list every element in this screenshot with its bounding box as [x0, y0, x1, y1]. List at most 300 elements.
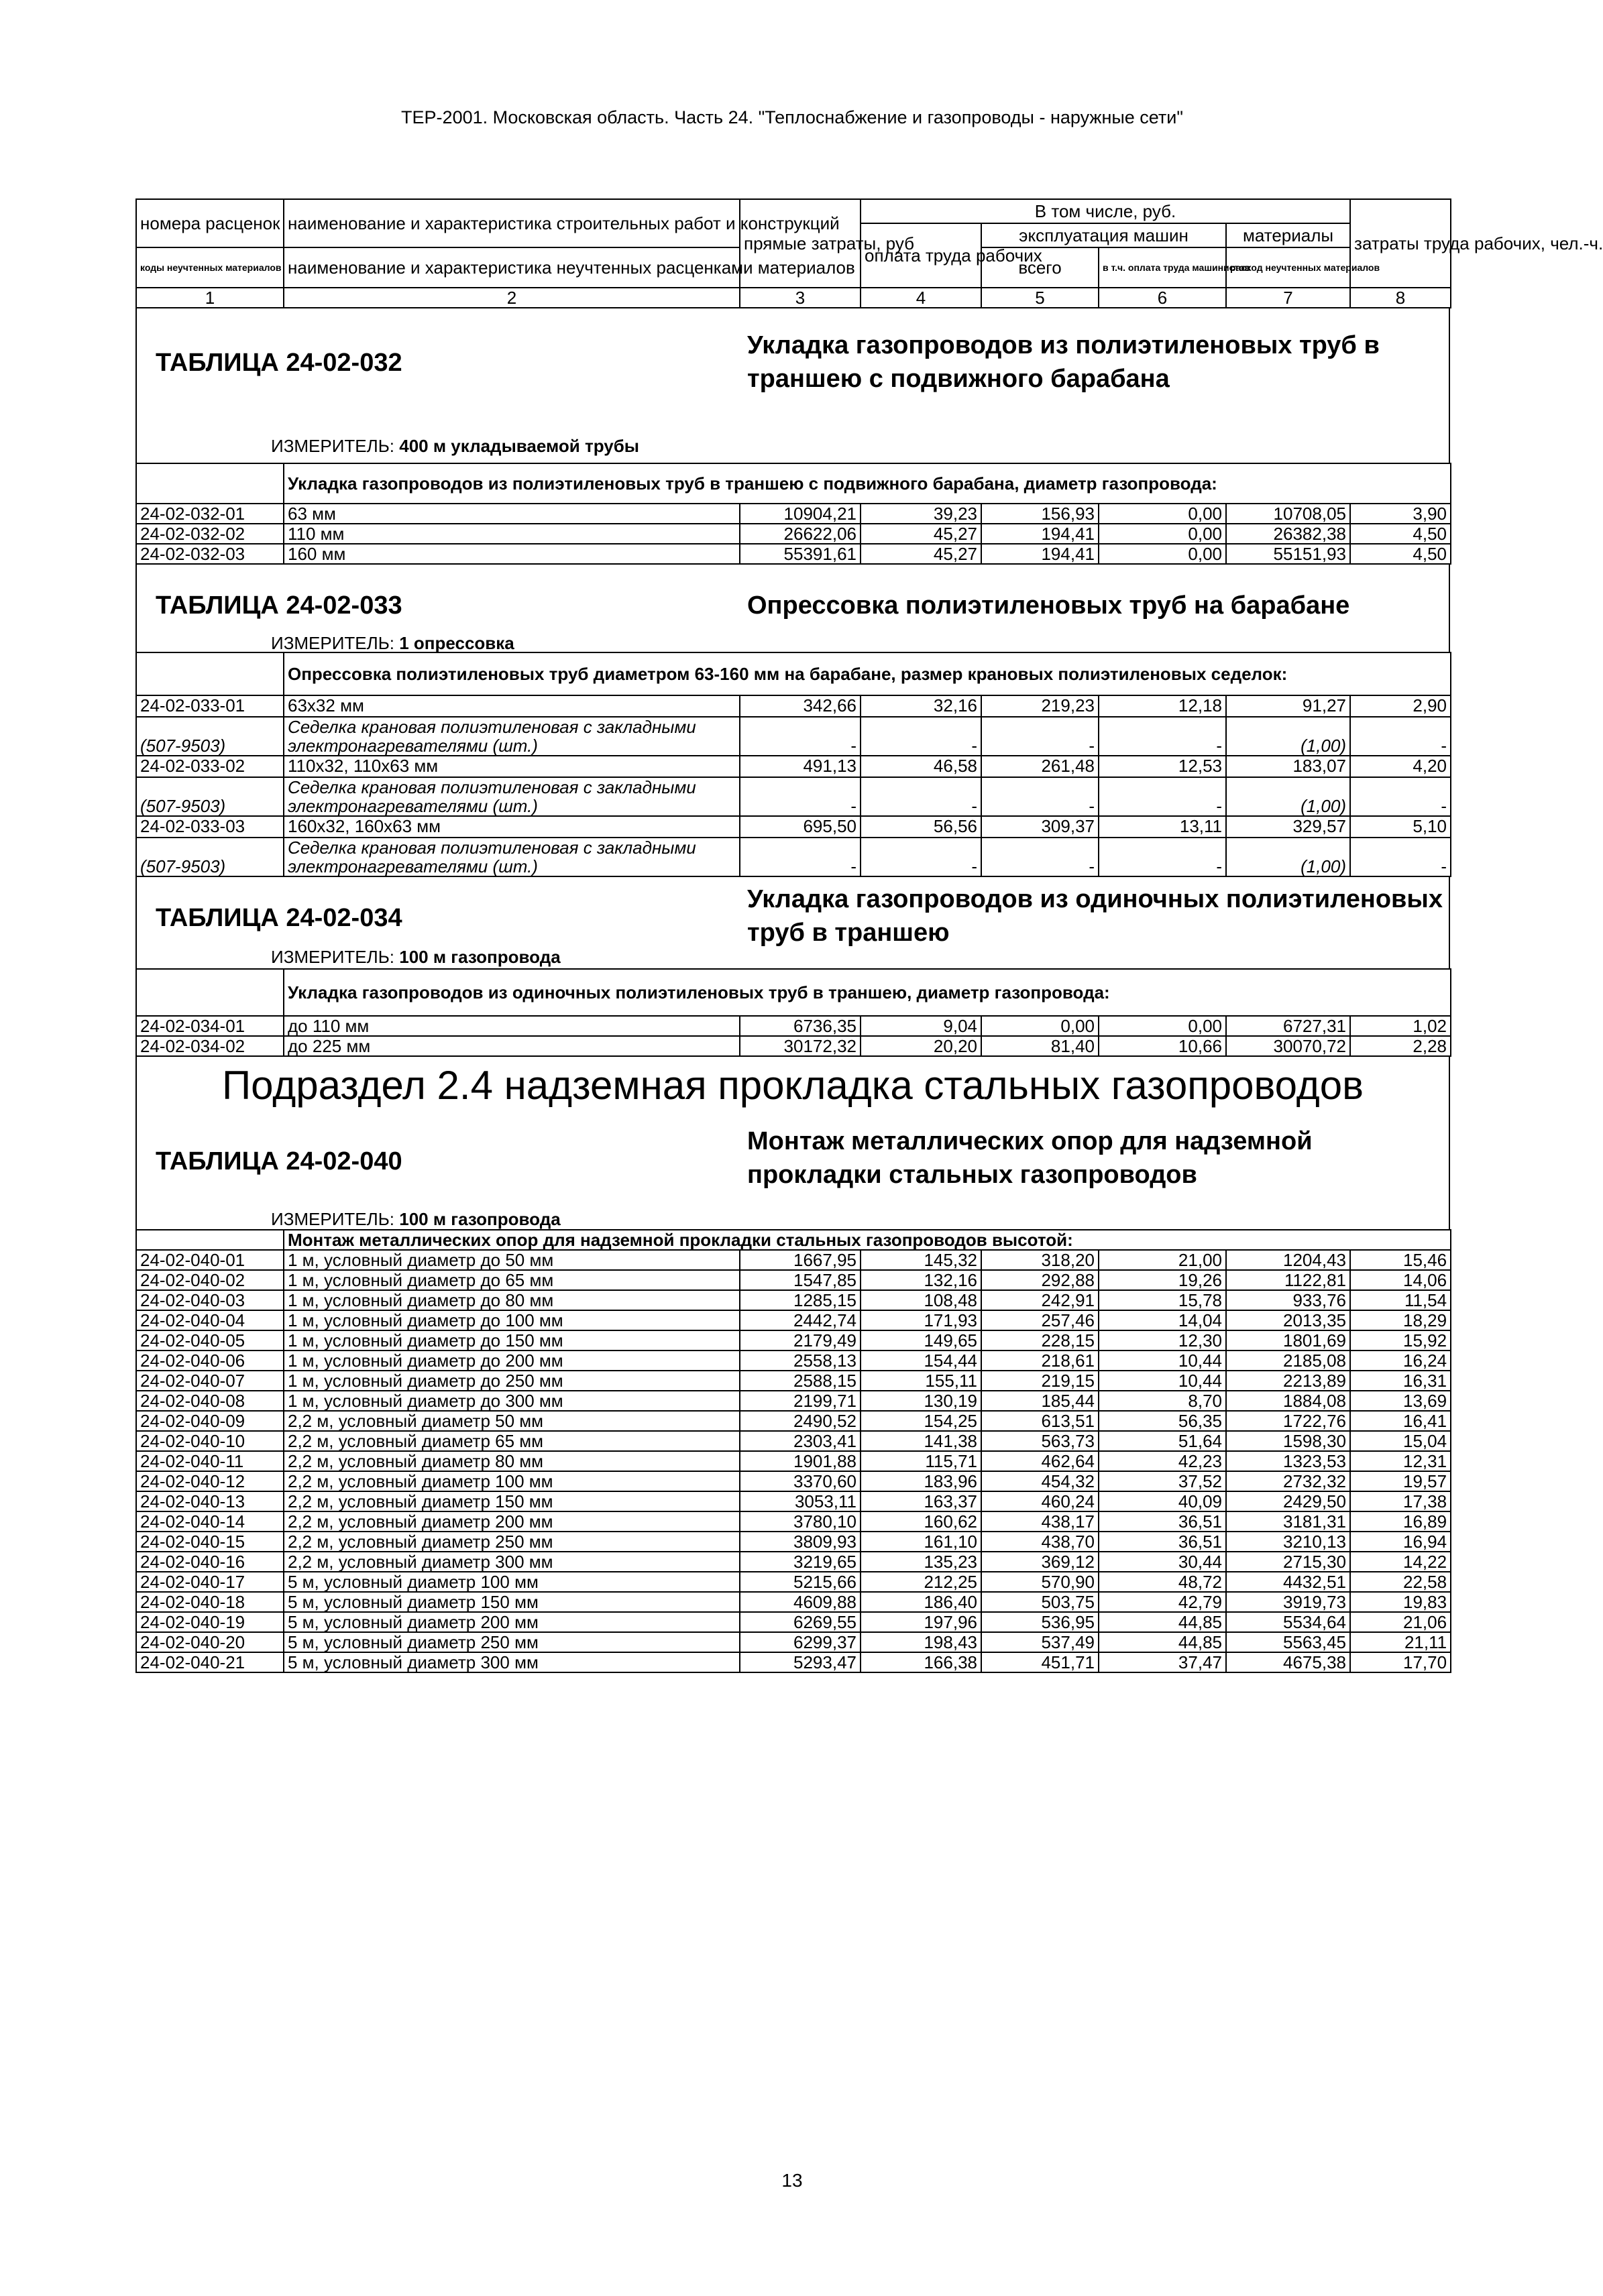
name-cell: 2,2 м, условный диаметр 65 мм: [284, 1431, 740, 1451]
col-1-header: номера расценок: [136, 199, 284, 247]
labor-pay-cell: 197,96: [861, 1612, 981, 1632]
machinist-pay-cell: -: [1099, 777, 1226, 816]
machines-total-cell: -: [981, 838, 1099, 876]
table-row: [136, 1592, 1451, 1612]
table-040-section: [135, 1115, 1450, 1229]
table-032-section: [135, 308, 1450, 463]
machines-total-cell: 503,75: [981, 1592, 1099, 1612]
table-040-description: Монтаж металлических опор для надземной прокладки стальных газопроводов: [747, 1127, 1313, 1189]
materials-cell: 329,57: [1226, 816, 1350, 838]
table-032-description: Укладка газопроводов из полиэтиленовых труб в траншею с подвижного барабана: [747, 331, 1380, 393]
measure-label: ИЗМЕРИТЕЛЬ:: [271, 1209, 394, 1229]
code-cell: 24-02-040-06: [136, 1351, 284, 1371]
code-cell: (507-9503): [136, 717, 284, 756]
page-header: ТЕР-2001. Московская область. Часть 24. "Теплоснабжение и газопроводы - наружные сети": [401, 107, 1183, 127]
table-row: [136, 1036, 1451, 1056]
machinist-pay-cell: 12,30: [1099, 1330, 1226, 1351]
table-row: [136, 1250, 1451, 1270]
labor-hours-cell: 2,28: [1350, 1036, 1451, 1056]
labor-hours-cell: 22,58: [1350, 1572, 1451, 1592]
direct-cost-cell: 1901,88: [740, 1451, 861, 1471]
machines-total-cell: 81,40: [981, 1036, 1099, 1056]
code-cell: 24-02-040-08: [136, 1391, 284, 1411]
table-040-caption: Монтаж металлических опор для надземной прокладки стальных газопроводов высотой:: [284, 1230, 1451, 1250]
materials-cell: 4675,38: [1226, 1652, 1350, 1672]
col-8-header: затраты труда рабочих, чел.-ч.: [1350, 199, 1451, 288]
machinist-pay-cell: 14,04: [1099, 1310, 1226, 1330]
measure-value: 100 м газопровода: [399, 1209, 561, 1229]
table-040-title: ТАБЛИЦА 24-02-040: [156, 1147, 402, 1175]
direct-cost-cell: -: [740, 777, 861, 816]
table-032-measure: [271, 436, 639, 457]
labor-pay-cell: 115,71: [861, 1451, 981, 1471]
materials-cell: 183,07: [1226, 756, 1350, 777]
materials-header: материалы: [1226, 223, 1350, 247]
table-row: [136, 1431, 1451, 1451]
table-row: [136, 524, 1451, 544]
table-034-description: Укладка газопроводов из одиночных полиэтиленовых труб в траншею: [747, 885, 1443, 947]
labor-pay-cell: 46,58: [861, 756, 981, 777]
direct-cost-cell: 1667,95: [740, 1250, 861, 1270]
machines-total-cell: 454,32: [981, 1471, 1099, 1491]
materials-cell: 10708,05: [1226, 504, 1350, 524]
code-cell: 24-02-032-03: [136, 544, 284, 564]
col-num-7: 7: [1226, 288, 1350, 308]
materials-cell: 6727,31: [1226, 1016, 1350, 1036]
labor-hours-cell: 16,41: [1350, 1411, 1451, 1431]
materials-cell: (1,00): [1226, 777, 1350, 816]
materials-cell: 4432,51: [1226, 1572, 1350, 1592]
labor-pay-cell: 166,38: [861, 1652, 981, 1672]
labor-hours-cell: 17,70: [1350, 1652, 1451, 1672]
direct-cost-cell: 5293,47: [740, 1652, 861, 1672]
table-row: [136, 1016, 1451, 1036]
direct-cost-cell: 491,13: [740, 756, 861, 777]
machinist-pay-cell: 37,52: [1099, 1471, 1226, 1491]
table-033-measure: [271, 633, 514, 654]
machinist-pay-cell: 37,47: [1099, 1652, 1226, 1672]
labor-hours-cell: 19,57: [1350, 1471, 1451, 1491]
machines-total-cell: 536,95: [981, 1612, 1099, 1632]
materials-cell: 3181,31: [1226, 1511, 1350, 1532]
labor-hours-cell: 4,20: [1350, 756, 1451, 777]
machines-total-cell: 438,70: [981, 1532, 1099, 1552]
name-cell: до 225 мм: [284, 1036, 740, 1056]
table-row: [136, 1290, 1451, 1310]
code-cell: 24-02-040-11: [136, 1451, 284, 1471]
direct-cost-cell: 3809,93: [740, 1532, 861, 1552]
col-4-header: оплата труда рабочих: [861, 223, 981, 288]
labor-hours-cell: -: [1350, 777, 1451, 816]
table-034-title: ТАБЛИЦА 24-02-034: [156, 904, 402, 932]
name-cell: 1 м, условный диаметр до 150 мм: [284, 1330, 740, 1351]
machines-total-cell: 462,64: [981, 1451, 1099, 1471]
labor-hours-cell: 15,92: [1350, 1330, 1451, 1351]
labor-hours-cell: 18,29: [1350, 1310, 1451, 1330]
column-header-table: [135, 198, 1603, 308]
table-040-measure: [271, 1209, 561, 1230]
table-row: [136, 1572, 1451, 1592]
labor-pay-cell: -: [861, 777, 981, 816]
direct-cost-cell: 6299,37: [740, 1632, 861, 1652]
name-cell: 5 м, условный диаметр 300 мм: [284, 1652, 740, 1672]
machinist-pay-cell: 42,79: [1099, 1592, 1226, 1612]
labor-hours-cell: 21,11: [1350, 1632, 1451, 1652]
labor-pay-cell: 135,23: [861, 1552, 981, 1572]
direct-cost-cell: 2588,15: [740, 1371, 861, 1391]
direct-cost-cell: 3780,10: [740, 1511, 861, 1532]
machinist-pay-cell: 8,70: [1099, 1391, 1226, 1411]
table-row: [136, 1391, 1451, 1411]
labor-hours-cell: -: [1350, 717, 1451, 756]
machines-total-cell: 460,24: [981, 1491, 1099, 1511]
direct-cost-cell: 3370,60: [740, 1471, 861, 1491]
table-row: [136, 1632, 1451, 1652]
materials-cell: 91,27: [1226, 695, 1350, 717]
col-num-8: 8: [1350, 288, 1451, 308]
machines-total-cell: 228,15: [981, 1330, 1099, 1351]
direct-cost-cell: 2303,41: [740, 1431, 861, 1451]
materials-cell: 1722,76: [1226, 1411, 1350, 1431]
labor-pay-cell: 198,43: [861, 1632, 981, 1652]
name-cell: 5 м, условный диаметр 100 мм: [284, 1572, 740, 1592]
machines-total-cell: 219,15: [981, 1371, 1099, 1391]
machinist-pay-cell: 30,44: [1099, 1552, 1226, 1572]
labor-hours-cell: 16,94: [1350, 1532, 1451, 1552]
labor-pay-cell: 160,62: [861, 1511, 981, 1532]
name-cell: 2,2 м, условный диаметр 200 мм: [284, 1511, 740, 1532]
labor-pay-cell: 171,93: [861, 1310, 981, 1330]
materials-cell: 2429,50: [1226, 1491, 1350, 1511]
machines-total-cell: 309,37: [981, 816, 1099, 838]
name-cell: 1 м, условный диаметр до 200 мм: [284, 1351, 740, 1371]
labor-pay-cell: 141,38: [861, 1431, 981, 1451]
labor-hours-cell: 15,46: [1350, 1250, 1451, 1270]
table-row: [136, 1451, 1451, 1471]
table-row: [136, 1310, 1451, 1330]
name-cell: до 110 мм: [284, 1016, 740, 1036]
labor-pay-cell: 161,10: [861, 1532, 981, 1552]
materials-cell: 2013,35: [1226, 1310, 1350, 1330]
labor-pay-cell: 132,16: [861, 1270, 981, 1290]
name-cell: 5 м, условный диаметр 250 мм: [284, 1632, 740, 1652]
table-row: [136, 504, 1451, 524]
code-cell: 24-02-040-16: [136, 1552, 284, 1572]
machines-total-cell: 185,44: [981, 1391, 1099, 1411]
machinist-pay-cell: 36,51: [1099, 1511, 1226, 1532]
labor-hours-cell: 11,54: [1350, 1290, 1451, 1310]
labor-hours-cell: 21,06: [1350, 1612, 1451, 1632]
code-cell: 24-02-040-17: [136, 1572, 284, 1592]
document-body: [135, 198, 1603, 1673]
direct-cost-cell: 6736,35: [740, 1016, 861, 1036]
machinist-pay-cell: 12,18: [1099, 695, 1226, 717]
machines-total-cell: 318,20: [981, 1250, 1099, 1270]
labor-hours-cell: 14,06: [1350, 1270, 1451, 1290]
labor-hours-cell: 12,31: [1350, 1451, 1451, 1471]
table-row: [136, 544, 1451, 564]
code-cell: 24-02-040-03: [136, 1290, 284, 1310]
machines-total-cell: 369,12: [981, 1552, 1099, 1572]
code-cell: (507-9503): [136, 777, 284, 816]
material-row: [136, 777, 1451, 816]
materials-cell: 2213,89: [1226, 1371, 1350, 1391]
name-cell: 1 м, условный диаметр до 250 мм: [284, 1371, 740, 1391]
machinist-pay-cell: 10,44: [1099, 1351, 1226, 1371]
materials-cell: 3919,73: [1226, 1592, 1350, 1612]
direct-cost-cell: 695,50: [740, 816, 861, 838]
table-row: [136, 1371, 1451, 1391]
direct-cost-cell: 2558,13: [740, 1351, 861, 1371]
machinist-pay-cell: 10,44: [1099, 1371, 1226, 1391]
labor-hours-cell: 16,89: [1350, 1511, 1451, 1532]
code-cell: 24-02-040-12: [136, 1471, 284, 1491]
code-cell: 24-02-040-20: [136, 1632, 284, 1652]
measure-value: 1 опрессовка: [399, 633, 514, 653]
table-032-title: ТАБЛИЦА 24-02-032: [156, 349, 402, 377]
materials-cell: 1801,69: [1226, 1330, 1350, 1351]
code-cell: 24-02-040-07: [136, 1371, 284, 1391]
name-cell: 2,2 м, условный диаметр 150 мм: [284, 1491, 740, 1511]
code-cell: 24-02-040-19: [136, 1612, 284, 1632]
col-5-header: всего: [981, 247, 1099, 288]
labor-pay-cell: 155,11: [861, 1371, 981, 1391]
material-row: [136, 838, 1451, 876]
machines-total-cell: 0,00: [981, 1016, 1099, 1036]
col-3-header: прямые затраты, руб: [740, 199, 861, 288]
machinist-pay-cell: 0,00: [1099, 1016, 1226, 1036]
machines-total-cell: 563,73: [981, 1431, 1099, 1451]
machinist-pay-cell: 48,72: [1099, 1572, 1226, 1592]
table-row: [136, 1552, 1451, 1572]
machinist-pay-cell: 42,23: [1099, 1451, 1226, 1471]
machines-total-cell: 537,49: [981, 1632, 1099, 1652]
materials-cell: 2715,30: [1226, 1552, 1350, 1572]
materials-cell: 30070,72: [1226, 1036, 1350, 1056]
machines-total-cell: 438,17: [981, 1511, 1099, 1532]
labor-hours-cell: -: [1350, 838, 1451, 876]
machines-total-cell: 292,88: [981, 1270, 1099, 1290]
materials-cell: 2732,32: [1226, 1471, 1350, 1491]
direct-cost-cell: -: [740, 717, 861, 756]
materials-cell: 1884,08: [1226, 1391, 1350, 1411]
table-034-body: [135, 968, 1451, 1057]
code-cell: 24-02-040-01: [136, 1250, 284, 1270]
col-2-header: наименование и характеристика строительных работ и конструкций: [284, 199, 740, 247]
labor-pay-cell: 45,27: [861, 544, 981, 564]
labor-pay-cell: 39,23: [861, 504, 981, 524]
materials-cell: 5534,64: [1226, 1612, 1350, 1632]
labor-hours-cell: 19,83: [1350, 1592, 1451, 1612]
table-034-section: [135, 877, 1450, 968]
col-2-subheader: наименование и характеристика неучтенных расценками материалов: [284, 247, 740, 288]
table-row: [136, 1511, 1451, 1532]
table-row: [136, 1270, 1451, 1290]
machinist-pay-cell: 10,66: [1099, 1036, 1226, 1056]
labor-hours-cell: 15,04: [1350, 1431, 1451, 1451]
measure-label: ИЗМЕРИТЕЛЬ:: [271, 633, 394, 653]
machines-total-cell: 194,41: [981, 524, 1099, 544]
measure-label: ИЗМЕРИТЕЛЬ:: [271, 947, 394, 967]
code-cell: 24-02-034-02: [136, 1036, 284, 1056]
col-num-5: 5: [981, 288, 1099, 308]
machinist-pay-cell: -: [1099, 838, 1226, 876]
labor-hours-cell: 3,90: [1350, 504, 1451, 524]
labor-pay-cell: 186,40: [861, 1592, 981, 1612]
code-cell: 24-02-033-03: [136, 816, 284, 838]
materials-cell: 1323,53: [1226, 1451, 1350, 1471]
table-033-title: ТАБЛИЦА 24-02-033: [156, 591, 402, 620]
labor-hours-cell: 2,90: [1350, 695, 1451, 717]
code-cell: 24-02-034-01: [136, 1016, 284, 1036]
machinist-pay-cell: 21,00: [1099, 1250, 1226, 1270]
table-row: [136, 1351, 1451, 1371]
machinist-pay-cell: 44,85: [1099, 1632, 1226, 1652]
machinist-pay-cell: 44,85: [1099, 1612, 1226, 1632]
measure-value: 400 м укладываемой трубы: [399, 436, 639, 456]
machinist-pay-cell: 0,00: [1099, 544, 1226, 564]
machines-total-cell: 613,51: [981, 1411, 1099, 1431]
machines-total-cell: 156,93: [981, 504, 1099, 524]
code-cell: 24-02-040-02: [136, 1270, 284, 1290]
incl-header: В том числе, руб.: [861, 199, 1350, 223]
machines-total-cell: 570,90: [981, 1572, 1099, 1592]
code-cell: 24-02-040-09: [136, 1411, 284, 1431]
machinist-pay-cell: 0,00: [1099, 524, 1226, 544]
table-034-caption: Укладка газопроводов из одиночных полиэтиленовых труб в траншею, диаметр газопровода:: [284, 969, 1451, 1016]
direct-cost-cell: -: [740, 838, 861, 876]
name-cell: 1 м, условный диаметр до 80 мм: [284, 1290, 740, 1310]
name-cell: 2,2 м, условный диаметр 300 мм: [284, 1552, 740, 1572]
name-cell: 2,2 м, условный диаметр 100 мм: [284, 1471, 740, 1491]
labor-hours-cell: 5,10: [1350, 816, 1451, 838]
table-row: [136, 1612, 1451, 1632]
direct-cost-cell: 10904,21: [740, 504, 861, 524]
code-cell: 24-02-040-21: [136, 1652, 284, 1672]
table-row: [136, 756, 1451, 777]
labor-hours-cell: 1,02: [1350, 1016, 1451, 1036]
direct-cost-cell: 1285,15: [740, 1290, 861, 1310]
name-cell: 2,2 м, условный диаметр 50 мм: [284, 1411, 740, 1431]
code-cell: (507-9503): [136, 838, 284, 876]
labor-hours-cell: 14,22: [1350, 1552, 1451, 1572]
machines-header: эксплуатация машин: [981, 223, 1226, 247]
col-num-6: 6: [1099, 288, 1226, 308]
direct-cost-cell: 30172,32: [740, 1036, 861, 1056]
materials-cell: 1122,81: [1226, 1270, 1350, 1290]
table-row: [136, 1411, 1451, 1431]
col-num-1: 1: [136, 288, 284, 308]
name-cell: Седелка крановая полиэтиленовая с закладными электронагревателями (шт.): [284, 717, 740, 756]
materials-cell: (1,00): [1226, 717, 1350, 756]
materials-cell: 933,76: [1226, 1290, 1350, 1310]
table-040-body: [135, 1229, 1451, 1673]
name-cell: 160х32, 160х63 мм: [284, 816, 740, 838]
name-cell: 63 мм: [284, 504, 740, 524]
labor-pay-cell: 212,25: [861, 1572, 981, 1592]
machinist-pay-cell: 40,09: [1099, 1491, 1226, 1511]
code-cell: 24-02-040-15: [136, 1532, 284, 1552]
table-033-section: [135, 565, 1450, 652]
name-cell: 5 м, условный диаметр 150 мм: [284, 1592, 740, 1612]
name-cell: 110 мм: [284, 524, 740, 544]
name-cell: 63х32 мм: [284, 695, 740, 717]
labor-hours-cell: 17,38: [1350, 1491, 1451, 1511]
labor-pay-cell: 20,20: [861, 1036, 981, 1056]
page-number: 13: [781, 2170, 803, 2191]
direct-cost-cell: 5215,66: [740, 1572, 861, 1592]
direct-cost-cell: 3053,11: [740, 1491, 861, 1511]
labor-hours-cell: 13,69: [1350, 1391, 1451, 1411]
code-cell: 24-02-032-01: [136, 504, 284, 524]
col-1-subheader: коды неучтенных материалов: [136, 247, 284, 288]
labor-pay-cell: 183,96: [861, 1471, 981, 1491]
direct-cost-cell: 2442,74: [740, 1310, 861, 1330]
machinist-pay-cell: 0,00: [1099, 504, 1226, 524]
machines-total-cell: 194,41: [981, 544, 1099, 564]
table-034-measure: [271, 947, 561, 968]
measure-label: ИЗМЕРИТЕЛЬ:: [271, 436, 394, 456]
labor-pay-cell: 45,27: [861, 524, 981, 544]
name-cell: 160 мм: [284, 544, 740, 564]
machinist-pay-cell: -: [1099, 717, 1226, 756]
machines-total-cell: 219,23: [981, 695, 1099, 717]
labor-pay-cell: 9,04: [861, 1016, 981, 1036]
labor-pay-cell: 56,56: [861, 816, 981, 838]
table-row: [136, 1532, 1451, 1552]
direct-cost-cell: 26622,06: [740, 524, 861, 544]
code-cell: 24-02-033-01: [136, 695, 284, 717]
material-row: [136, 717, 1451, 756]
machines-total-cell: 257,46: [981, 1310, 1099, 1330]
col-num-3: 3: [740, 288, 861, 308]
machinist-pay-cell: 36,51: [1099, 1532, 1226, 1552]
table-033-body: [135, 652, 1451, 877]
labor-pay-cell: 32,16: [861, 695, 981, 717]
col-num-4: 4: [861, 288, 981, 308]
table-032-caption: Укладка газопроводов из полиэтиленовых труб в траншею с подвижного барабана, диаметр газопровода:: [284, 463, 1451, 504]
code-cell: 24-02-040-18: [136, 1592, 284, 1612]
code-cell: 24-02-040-05: [136, 1330, 284, 1351]
labor-pay-cell: 154,44: [861, 1351, 981, 1371]
materials-cell: 55151,93: [1226, 544, 1350, 564]
materials-cell: 26382,38: [1226, 524, 1350, 544]
machinist-pay-cell: 15,78: [1099, 1290, 1226, 1310]
labor-hours-cell: 16,24: [1350, 1351, 1451, 1371]
name-cell: 2,2 м, условный диаметр 250 мм: [284, 1532, 740, 1552]
materials-cell: 2185,08: [1226, 1351, 1350, 1371]
code-cell: 24-02-040-10: [136, 1431, 284, 1451]
table-row: [136, 1491, 1451, 1511]
table-row: [136, 1330, 1451, 1351]
labor-pay-cell: 149,65: [861, 1330, 981, 1351]
direct-cost-cell: 2179,49: [740, 1330, 861, 1351]
table-032-body: [135, 463, 1451, 565]
materials-cell: (1,00): [1226, 838, 1350, 876]
name-cell: Седелка крановая полиэтиленовая с закладными электронагревателями (шт.): [284, 777, 740, 816]
name-cell: 1 м, условный диаметр до 50 мм: [284, 1250, 740, 1270]
name-cell: 1 м, условный диаметр до 65 мм: [284, 1270, 740, 1290]
name-cell: 2,2 м, условный диаметр 80 мм: [284, 1451, 740, 1471]
machines-total-cell: 218,61: [981, 1351, 1099, 1371]
table-row: [136, 816, 1451, 838]
machines-total-cell: 451,71: [981, 1652, 1099, 1672]
table-row: [136, 1471, 1451, 1491]
labor-pay-cell: 130,19: [861, 1391, 981, 1411]
machines-total-cell: -: [981, 777, 1099, 816]
direct-cost-cell: 55391,61: [740, 544, 861, 564]
direct-cost-cell: 3219,65: [740, 1552, 861, 1572]
